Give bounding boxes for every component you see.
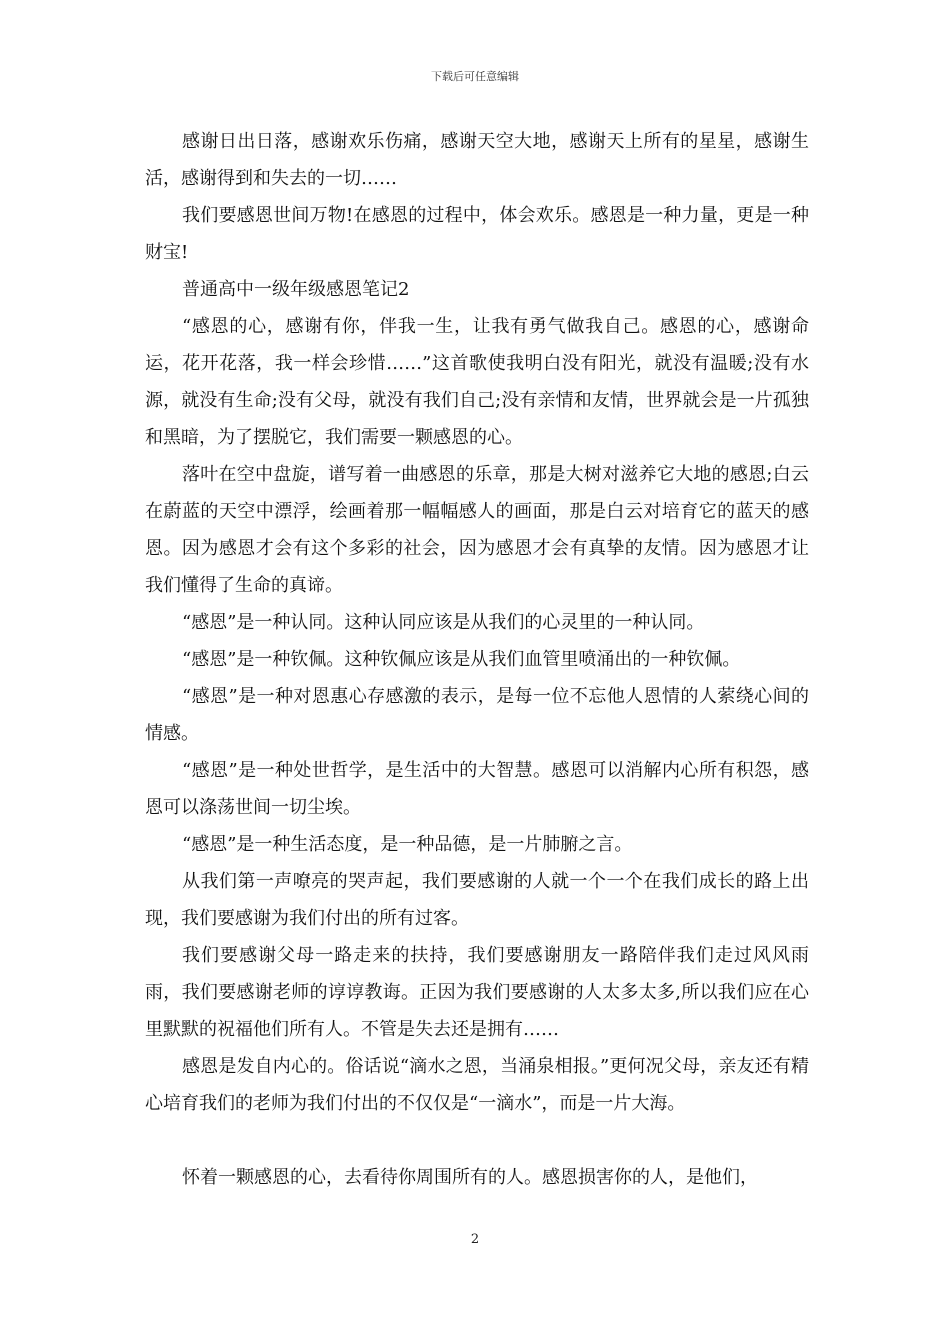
section-heading: 普通高中一级年级感恩笔记2 (182, 279, 410, 300)
page-header: 下载后可任意编辑 (431, 70, 519, 83)
paragraph: 感谢日出日落，感谢欢乐伤痛，感谢天空大地，感谢天上所有的星星，感谢生活，感谢得到和失去的一切…… (145, 131, 809, 189)
paragraph: 我们要感恩世间万物!在感恩的过程中，体会欢乐。感恩是一种力量，更是一种财宝! (145, 205, 809, 263)
paragraph: “感恩”是一种处世哲学，是生活中的大智慧。感恩可以消解内心所有积怨，感恩可以涤荡世间一切尘埃。 (145, 760, 809, 818)
paragraph: “感恩”是一种对恩惠心存感激的表示，是每一位不忘他人恩情的人萦绕心间的情感。 (145, 686, 809, 744)
paragraph: 落叶在空中盘旋，谱写着一曲感恩的乐章，那是大树对滋养它大地的感恩;白云在蔚蓝的天空中漂浮，绘画着那一幅幅感人的画面，那是白云对培育它的蓝天的感恩。因为感恩才会有这个多彩的社会，因为感恩才会有真挚的友情。因为感恩才让我们懂得了生命的真谛。 (145, 464, 809, 596)
paragraph: “感恩的心，感谢有你，伴我一生，让我有勇气做我自己。感恩的心，感谢命运，花开花落，我一样会珍惜……”这首歌使我明白没有阳光，就没有温暖;没有水源，就没有生命;没有父母，就没有我们自己;没有亲情和友情，世界就会是一片孤独和黑暗，为了摆脱它，我们需要一颗感恩的心。 (145, 316, 809, 448)
paragraph: “感恩”是一种认同。这种认同应该是从我们的心灵里的一种认同。 (182, 612, 705, 633)
document-body (145, 123, 809, 1196)
paragraph: “感恩”是一种生活态度，是一种品德，是一片肺腑之言。 (182, 834, 633, 855)
paragraph: “感恩”是一种钦佩。这种钦佩应该是从我们血管里喷涌出的一种钦佩。 (182, 649, 741, 670)
paragraph: 从我们第一声嘹亮的哭声起，我们要感谢的人就一个一个在我们成长的路上出现，我们要感谢为我们付出的所有过客。 (145, 871, 809, 929)
paragraph: 感恩是发自内心的。俗话说“滴水之恩，当涌泉相报。”更何况父母，亲友还有精心培育我们的老师为我们付出的不仅仅是“一滴水”，而是一片大海。 (145, 1056, 809, 1114)
page-number: 2 (470, 1232, 480, 1247)
paragraph: 怀着一颗感恩的心，去看待你周围所有的人。感恩损害你的人，是他们， (182, 1167, 758, 1188)
paragraph: 我们要感谢父母一路走来的扶持，我们要感谢朋友一路陪伴我们走过风风雨雨，我们要感谢老师的谆谆教诲。正因为我们要感谢的人太多太多,所以我们应在心里默默的祝福他们所有人。不管是失去还是拥有…… (145, 945, 809, 1040)
